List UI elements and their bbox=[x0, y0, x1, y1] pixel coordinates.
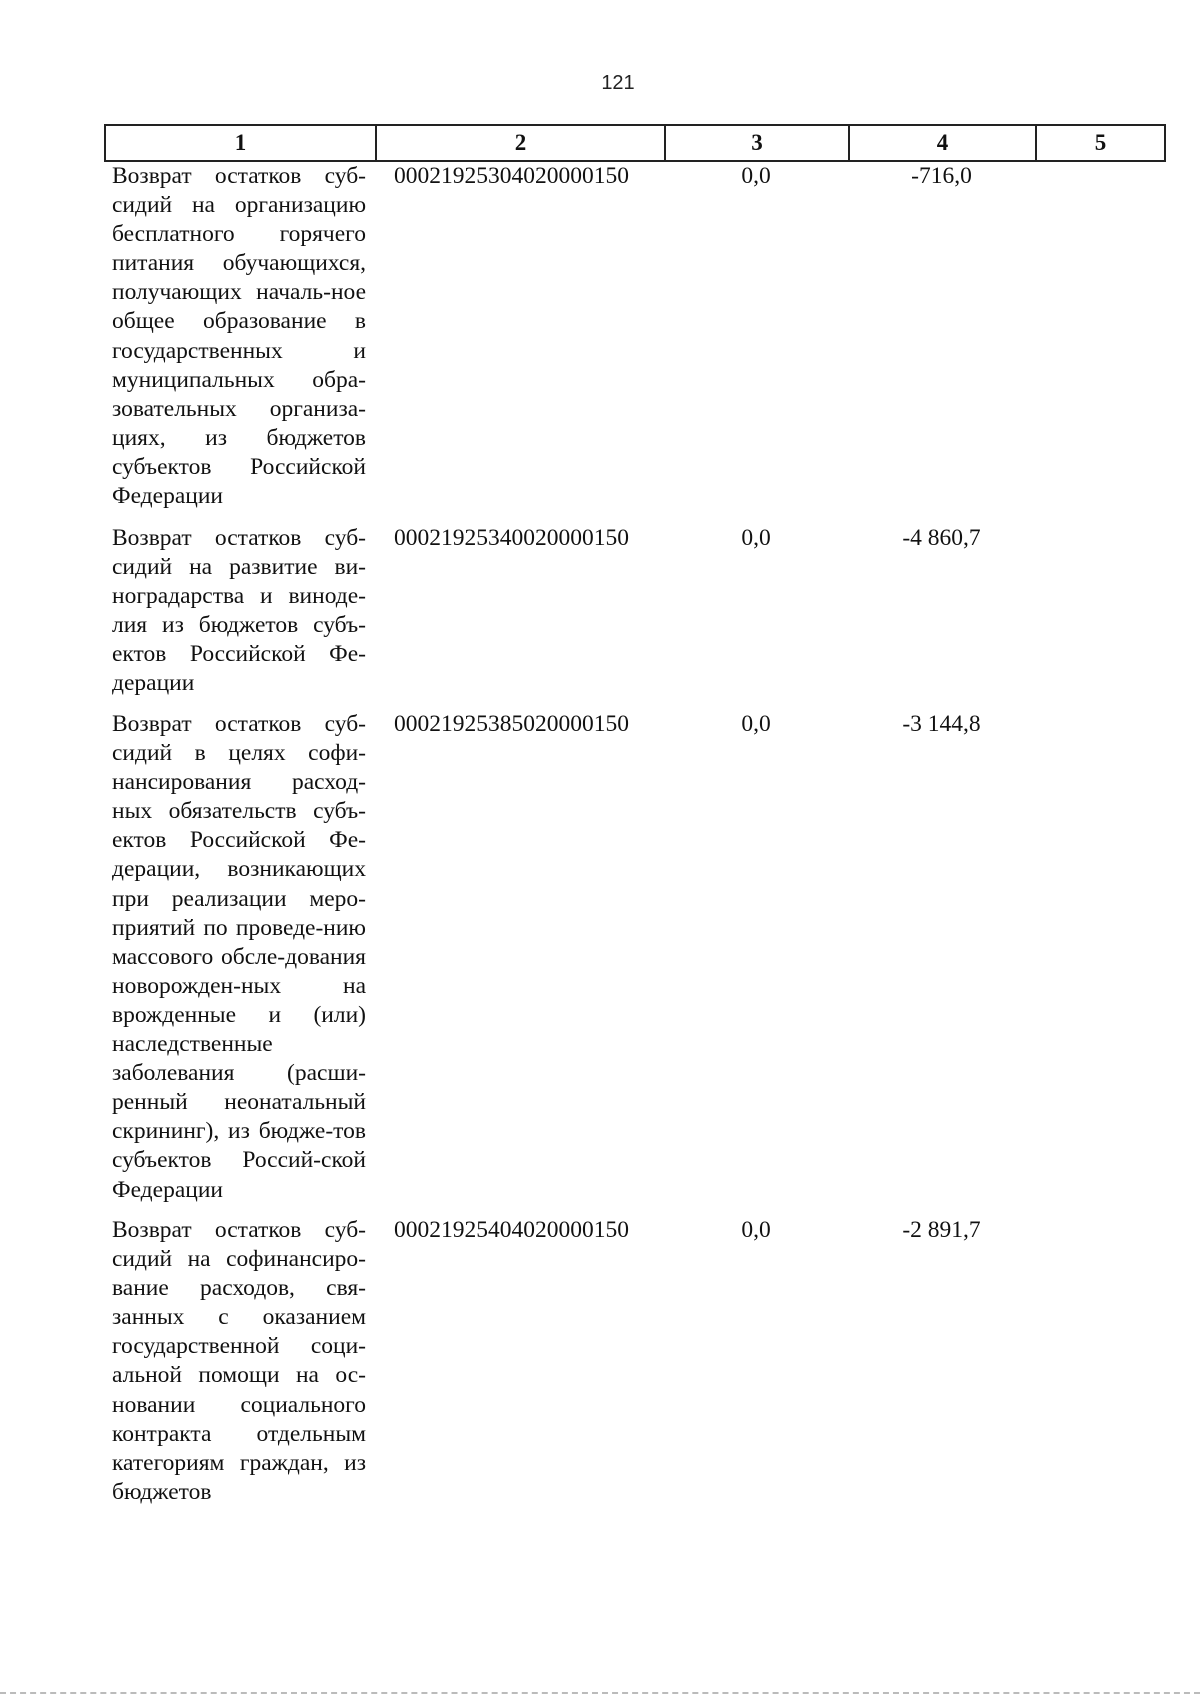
row-code: 00021925404020000150 bbox=[394, 1217, 629, 1243]
row-column-3-value: 0,0 bbox=[741, 1217, 771, 1243]
row-column-4-value: -3 144,8 bbox=[902, 711, 981, 737]
page-number: 121 bbox=[601, 72, 635, 94]
scan-edge-noise bbox=[0, 1692, 1200, 1694]
row-description: Возврат остатков суб-сидий на софинансиро-вание расходов, свя-занных с оказанием государственной соци-альной помощи на ос-новании социального контракта отдельным категориям граждан, из бюджетов bbox=[112, 1217, 366, 1505]
row-description: Возврат остатков суб-сидий на организацию бесплатного горячего питания обучающихся, получающих началь-ное общее образование в государственных и муниципальных обра-зовательных организа-циях, из бюджетов субъектов Российской Федерации bbox=[112, 163, 366, 510]
row-description: Возврат остатков суб-сидий в целях софи-нансирования расход-ных обязательств субъ-ектов Российской Фе-дерации, возникающих при реализации меро-приятий по проведе-нию массового обсле-дования новорожден-ных на врожденные и (или) наследственные заболевания (расши-ренный неонатальный скрининг), из бюдже-тов субъектов Россий-ской Федерации bbox=[112, 711, 366, 1203]
row-column-3-value: 0,0 bbox=[741, 711, 771, 737]
column-header-3: 3 bbox=[664, 126, 848, 160]
row-description: Возврат остатков суб-сидий на развитие ви-ноградарства и виноде-лия из бюджетов субъ-ектов Российской Фе-дерации bbox=[112, 525, 366, 697]
column-header-1: 1 bbox=[104, 126, 375, 160]
row-column-4-value: -4 860,7 bbox=[902, 525, 981, 551]
column-header-4: 4 bbox=[848, 126, 1035, 160]
row-column-4-value: -2 891,7 bbox=[902, 1217, 981, 1243]
row-column-3-value: 0,0 bbox=[741, 525, 771, 551]
row-column-3-value: 0,0 bbox=[741, 163, 771, 189]
row-code: 00021925304020000150 bbox=[394, 163, 629, 189]
column-header-5: 5 bbox=[1035, 126, 1166, 160]
row-code: 00021925340020000150 bbox=[394, 525, 629, 551]
row-column-4-value: -716,0 bbox=[911, 163, 972, 189]
column-header-2: 2 bbox=[375, 126, 664, 160]
row-code: 00021925385020000150 bbox=[394, 711, 629, 737]
